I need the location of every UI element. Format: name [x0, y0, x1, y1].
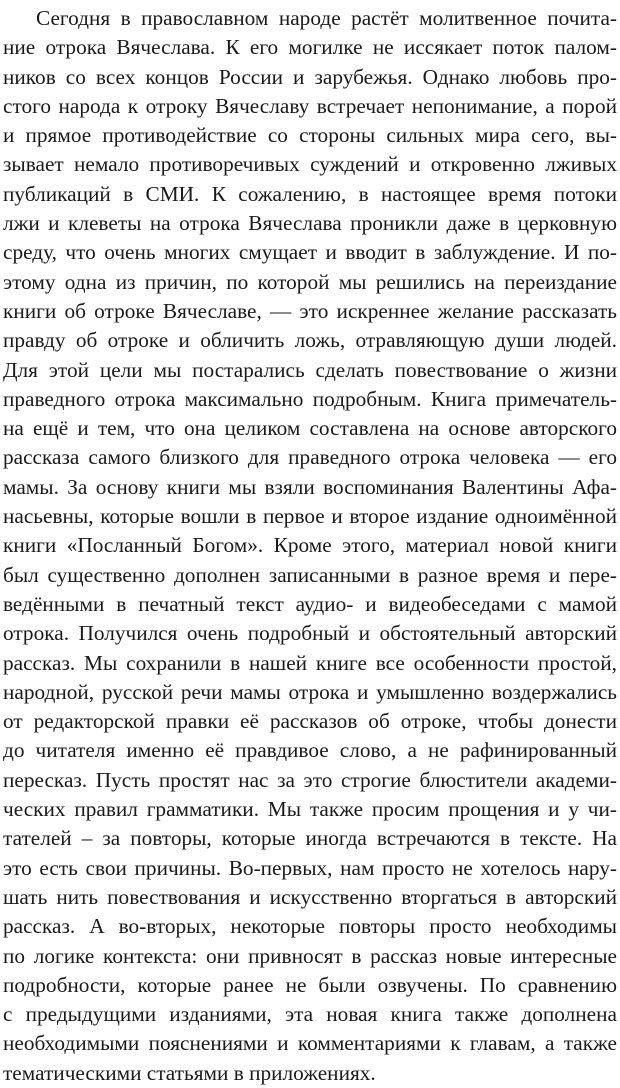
text-line: пересказ. Пусть простят нас за это строгие блюстители академи- — [3, 767, 617, 792]
text-line: тематическими статьями в приложениях. — [3, 1060, 376, 1085]
text-line: ведёнными в печатный текст аудио- и видеобеседами с мамой — [3, 591, 617, 616]
text-line: насьевны, которые вошли в первое и второе издание одноимённой — [3, 504, 617, 529]
text-line: от редакторской правки её рассказов об отроке, чтобы донести — [3, 709, 617, 734]
text-line: необходимыми пояснениями и комментариями к главам, а также — [3, 1031, 617, 1056]
text-line: шать нить повествования и искусственно вторгаться в авторский — [3, 884, 617, 909]
text-line: праведного отрока максимально подробным. Книга примечатель- — [3, 386, 617, 411]
text-line: народной, русской речи мамы отрока и умышленно воздержались — [3, 679, 617, 704]
text-line: это есть свои причины. Во-первых, нам просто не хотелось нару- — [3, 855, 617, 880]
text-line: на ещё и тем, что она целиком составлена на основе авторского — [3, 416, 617, 441]
text-line: с предыдущими изданиями, эта новая книга также дополнена — [3, 1002, 617, 1027]
text-line: книги об отроке Вячеславе, — это искреннее желание рассказать — [3, 298, 617, 323]
text-line: ческих правил грамматики. Мы также просим прощения и у чи- — [3, 797, 617, 822]
text-line: и прямое противодействие со стороны сильных мира сего, вы- — [3, 123, 617, 148]
text-line: ние отрока Вячеслава. К его могилке не иссякает поток палом- — [3, 35, 617, 60]
text-line: был существенно дополнен записанными в разное время и пере- — [3, 562, 617, 587]
text-line: среду, что очень многих смущает и вводит в заблуждение. И по- — [3, 240, 617, 265]
text-line: ников со всех концов России и зарубежья. Однако любовь про- — [3, 64, 617, 89]
text-line: рассказ. А во-вторых, некоторые повторы просто необходимы — [3, 914, 617, 939]
body-paragraph — [3, 4, 617, 1088]
text-line: тателей – за повторы, которые иногда встречаются в тексте. На — [3, 826, 617, 851]
text-line: подробности, которые ранее не были озвучены. По сравнению — [3, 972, 617, 997]
text-line: публикаций в СМИ. К сожалению, в настоящее время потоки — [3, 181, 617, 206]
text-line: Для этой цели мы постарались сделать повествование о жизни — [3, 357, 617, 382]
text-line: зывает немало противоречивых суждений и откровенно лживых — [3, 152, 617, 177]
text-line: стого народа к отроку Вячеславу встречает непонимание, а порой — [3, 93, 617, 118]
text-line: книги «Посланный Богом». Кроме этого, материал новой книги — [3, 533, 617, 558]
text-line: по логике контекста: они привносят в рассказ новые интересные — [3, 943, 617, 968]
text-line: отрока. Получился очень подробный и обстоятельный авторский — [3, 621, 617, 646]
text-line: этому одна из причин, по которой мы решились на переиздание — [3, 269, 617, 294]
text-line: до читателя именно её правдивое слово, а не рафинированный — [3, 738, 617, 763]
text-line: лжи и клеветы на отрока Вячеслава проникли даже в церковную — [3, 211, 617, 236]
text-line: рассказ. Мы сохранили в нашей книге все особенности простой, — [3, 650, 617, 675]
text-line: мамы. За основу книги мы взяли воспоминания Валентины Афа- — [3, 474, 617, 499]
text-line: Сегодня в православном народе растёт молитвенное почита- — [36, 6, 617, 30]
text-line: правду об отроке и обличить ложь, отравляющую души людей. — [3, 328, 617, 353]
text-line: рассказа самого близкого для праведного отрока человека — его — [3, 445, 617, 470]
